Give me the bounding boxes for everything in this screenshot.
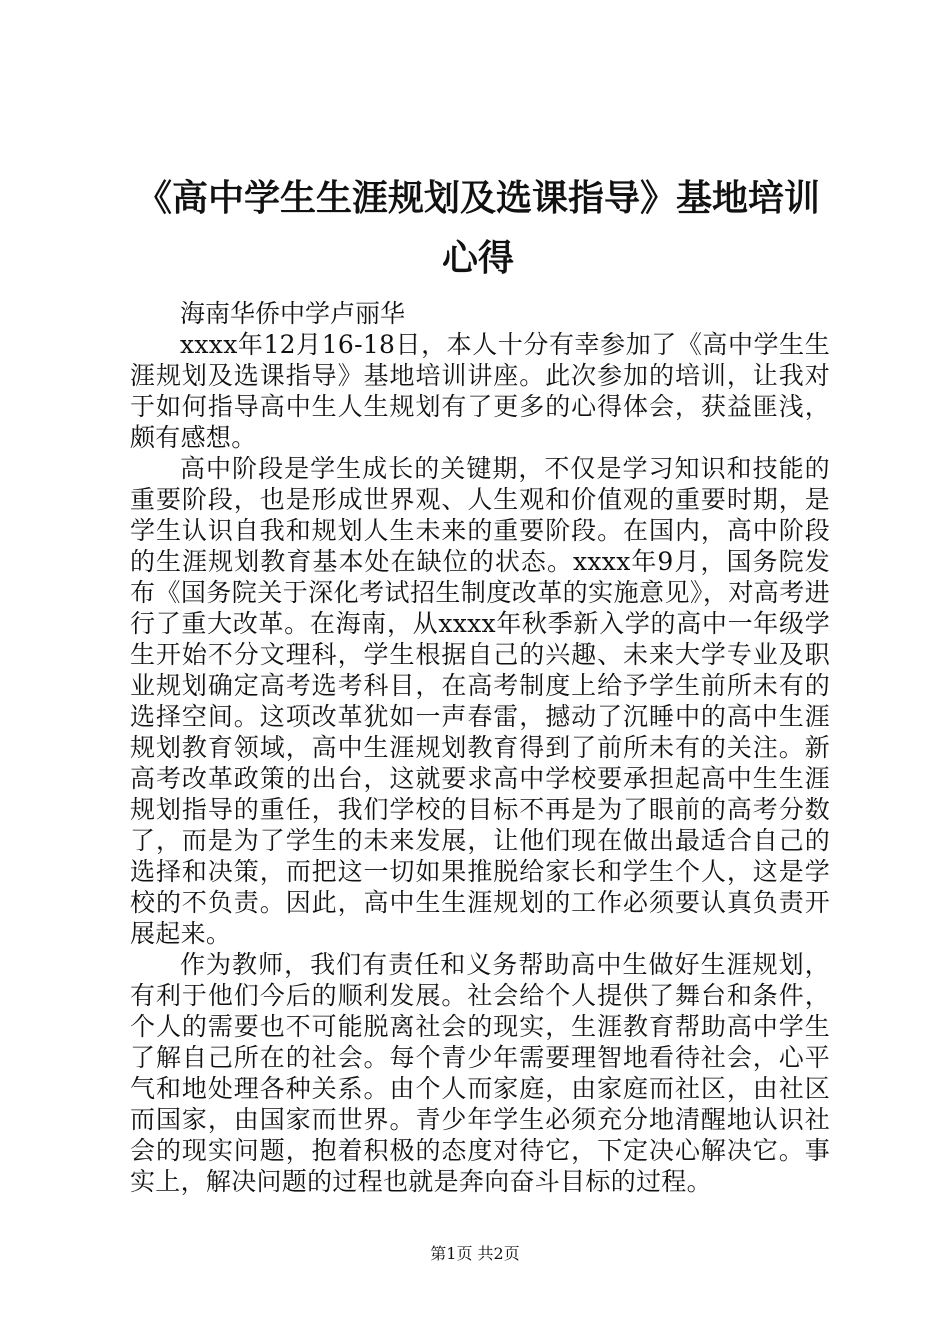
paragraph: xxxx年12月16-18日，本人十分有幸参加了《高中学生生涯规划及选课指导》基地培训讲座。此次参加的培训，让我对于如何指导高中生人生规划有了更多的心得体会，获益匪浅，颇有感想。 bbox=[130, 330, 830, 452]
document-title: 《高中学生生涯规划及选课指导》基地培训心得 bbox=[135, 177, 820, 279]
paragraph: 高中阶段是学生成长的关键期，不仅是学习知识和技能的重要阶段，也是形成世界观、人生观和价值观的重要时期，是学生认识自我和规划人生未来的重要阶段。在国内，高中阶段的生涯规划教育基本处在缺位的状态。xxxx年9月，国务院发布《国务院关于深化考试招生制度改革的实施意见》，对高考进行了重大改革。在海南，从xxxx年秋季新入学的高中一年级学生开始不分文理科，学生根据自己的兴趣、未来大学专业及职业规划确定高考选考科目，在高考制度上给予学生前所未有的选择空间。这项改革犹如一声春雷，撼动了沉睡中的高中生涯规划教育领域，高中生涯规划教育得到了前所未有的关注。新高考改革政策的出台，这就要求高中学校要承担起高中生生涯规划指导的重任，我们学校的目标不再是为了眼前的高考分数了，而是为了学生的未来发展，让他们现在做出最适合自己的选择和决策，而把这一切如果推脱给家长和学生个人，这是学校的不负责。因此，高中生生涯规划的工作必须要认真负责开展起来。 bbox=[130, 454, 830, 948]
page-number-footer: 第1页 共2页 bbox=[430, 1244, 520, 1263]
document-body bbox=[130, 298, 830, 1197]
author-line: 海南华侨中学卢丽华 bbox=[180, 299, 406, 328]
paragraph: 作为教师，我们有责任和义务帮助高中生做好生涯规划，有利于他们今后的顺利发展。社会给个人提供了舞台和条件，个人的需要也不可能脱离社会的现实，生涯教育帮助高中学生了解自己所在的社会。每个青少年需要理智地看待社会，心平气和地处理各种关系。由个人而家庭，由家庭而社区，由社区而国家，由国家而世界。青少年学生必须充分地清醒地认识社会的现实问题，抱着积极的态度对待它，下定决心解决它。事实上，解决问题的过程也就是奔向奋斗目标的过程。 bbox=[130, 950, 830, 1196]
